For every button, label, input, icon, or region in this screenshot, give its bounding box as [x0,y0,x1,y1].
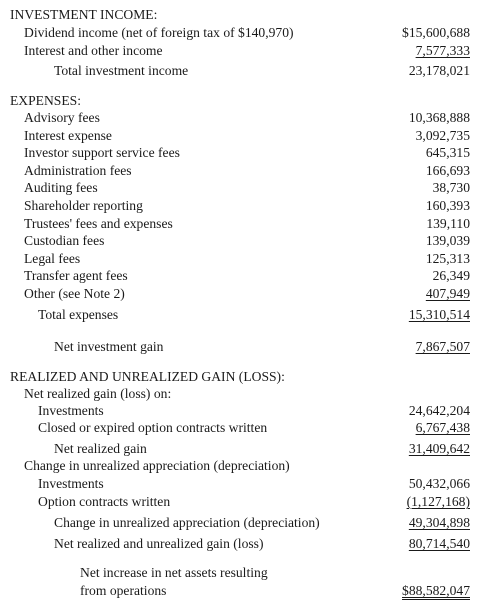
expense-row [0,285,478,303]
expense-value: 166,693 [425,162,470,178]
expense-label: Auditing fees [24,180,98,196]
realized-investments-value: 24,642,204 [408,403,470,418]
expense-label: Transfer agent fees [24,268,128,284]
dividend-income-value: $15,600,688 [402,25,470,40]
net-increase-label-line2: from operations [80,583,167,598]
unrealized-options-row [0,493,478,511]
net-investment-gain-value: 7,867,507 [415,339,470,354]
unrealized-investments-label: Investments [38,476,104,491]
realized-investments-label: Investments [38,403,104,418]
net-increase-row-line1 [0,564,478,582]
expense-value: 10,368,888 [408,110,470,125]
interest-income-row [0,42,478,60]
expense-value: 645,315 [425,145,470,161]
interest-income-value: 7,577,333 [415,43,470,58]
unrealized-investments-row [0,475,478,493]
expense-row [0,144,478,162]
expense-row [0,215,478,233]
net-investment-gain-row [0,338,478,356]
net-realized-unrealized-label: Net realized and unrealized gain (loss) [54,536,264,551]
investment-income-heading: INVESTMENT INCOME: [10,7,158,22]
closed-options-value: 6,767,438 [415,420,470,435]
expense-row [0,232,478,250]
net-increase-label-line1: Net increase in net assets resulting [80,565,268,580]
dividend-income-label: Dividend income (net of foreign tax of $140,970) [24,25,294,40]
expense-value: 139,039 [425,233,470,249]
expense-label: Other (see Note 2) [24,286,125,301]
closed-options-label: Closed or expired option contracts written [38,420,268,435]
expense-value: 3,092,735 [415,127,470,143]
expense-label: Shareholder reporting [24,198,143,213]
change-unrealized-row [0,514,478,532]
net-realized-gain-value: 31,409,642 [408,441,470,456]
expense-label: Investor support service fees [24,145,180,161]
expense-label: Trustees' fees and expenses [24,215,173,231]
expenses-heading-row [0,92,478,110]
total-expenses-label: Total expenses [38,307,119,322]
unrealized-options-label: Option contracts written [38,494,171,509]
expense-row [0,250,478,268]
expense-label: Legal fees [24,250,81,266]
unrealized-heading-row [0,457,478,475]
expense-value: 139,110 [426,215,470,231]
expense-row [0,109,478,127]
unrealized-heading: Change in unrealized appreciation (depreciation) [24,458,290,473]
change-unrealized-value: 49,304,898 [408,515,470,530]
net-realized-unrealized-row [0,535,478,553]
realized-investments-row [0,402,478,420]
expense-label: Custodian fees [24,233,105,249]
total-investment-income-label: Total investment income [54,63,189,78]
investment-income-heading-row [0,6,478,24]
realized-unrealized-heading: REALIZED AND UNREALIZED GAIN (LOSS): [10,369,285,384]
total-investment-income-row [0,62,478,80]
net-realized-on-label: Net realized gain (loss) on: [24,386,172,401]
expense-row [0,127,478,145]
expense-label: Interest expense [24,127,112,143]
unrealized-investments-value: 50,432,066 [408,476,470,491]
net-realized-gain-label: Net realized gain [54,441,147,456]
net-realized-on-row [0,385,478,403]
net-increase-value: $88,582,047 [402,583,470,598]
expense-value: 407,949 [425,286,470,301]
total-expenses-value: 15,310,514 [408,307,470,322]
expense-row [0,179,478,197]
realized-unrealized-heading-row [0,368,478,386]
expense-value: 125,313 [425,250,470,266]
total-expenses-row [0,306,478,324]
total-investment-income-value: 23,178,021 [408,63,470,78]
interest-income-label: Interest and other income [24,43,163,58]
expense-value: 38,730 [432,180,470,196]
net-investment-gain-label: Net investment gain [54,339,164,354]
expense-value: 26,349 [432,268,470,284]
change-unrealized-label: Change in unrealized appreciation (depreciation) [54,515,320,530]
expense-row [0,197,478,215]
net-realized-gain-row [0,440,478,458]
unrealized-options-value: (1,127,168) [406,494,470,509]
net-realized-unrealized-value: 80,714,540 [408,536,470,551]
closed-options-row [0,419,478,437]
expenses-heading: EXPENSES: [10,93,82,108]
expense-label: Advisory fees [24,110,100,125]
expense-row [0,162,478,180]
expense-value: 160,393 [425,198,470,213]
net-increase-row-line2 [0,582,478,600]
expense-row [0,267,478,285]
expense-label: Administration fees [24,162,132,178]
dividend-income-row [0,24,478,42]
